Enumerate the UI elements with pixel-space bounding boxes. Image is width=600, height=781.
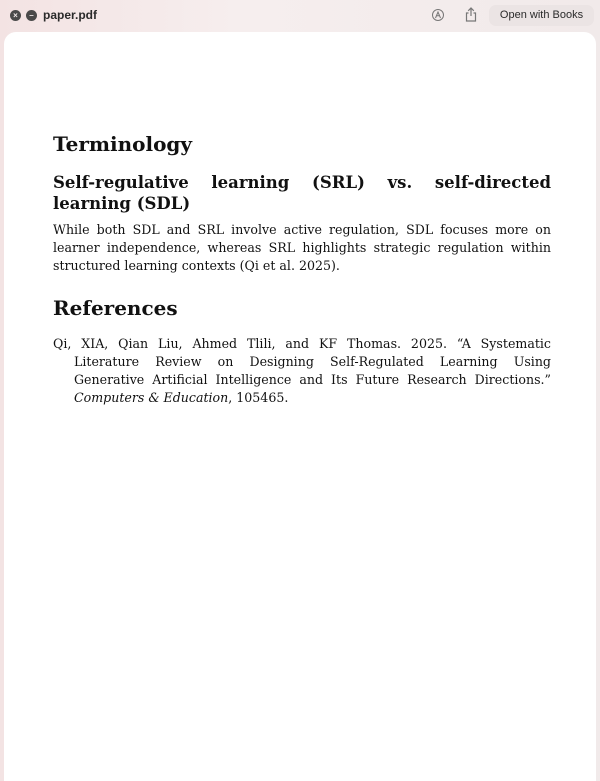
- reference-entry: [53, 335, 551, 407]
- section-title: Terminology: [53, 132, 193, 156]
- reference-article-number: , 105465.: [228, 390, 289, 405]
- minimize-icon[interactable]: –: [26, 10, 37, 21]
- title-bar: [0, 0, 600, 32]
- references-title: References: [53, 296, 178, 320]
- window-title: paper.pdf: [43, 8, 98, 22]
- markup-icon[interactable]: [432, 9, 444, 21]
- pdf-page: [4, 32, 596, 781]
- subsection-title: Self-regulative learning (SRL) vs. self-directed learning (SDL): [53, 173, 551, 213]
- close-icon[interactable]: ×: [10, 10, 21, 21]
- body-paragraph: While both SDL and SRL involve active regulation, SDL focuses more on learner independence, whereas SRL highlights strategic regulation within structured learning contexts (Qi et al. 2025).: [53, 222, 551, 273]
- open-with-books-button[interactable]: Open with Books: [489, 5, 594, 26]
- reference-text: Qi, XIA, Qian Liu, Ahmed Tlili, and KF Thomas. 2025. “A Systematic Literature Review on Designing Self-Regulated Learning Using Generative Artificial Intelligence and Its Future Research Directions.”: [53, 336, 551, 387]
- share-icon[interactable]: [465, 7, 477, 22]
- reference-journal: Computers & Education: [74, 390, 229, 405]
